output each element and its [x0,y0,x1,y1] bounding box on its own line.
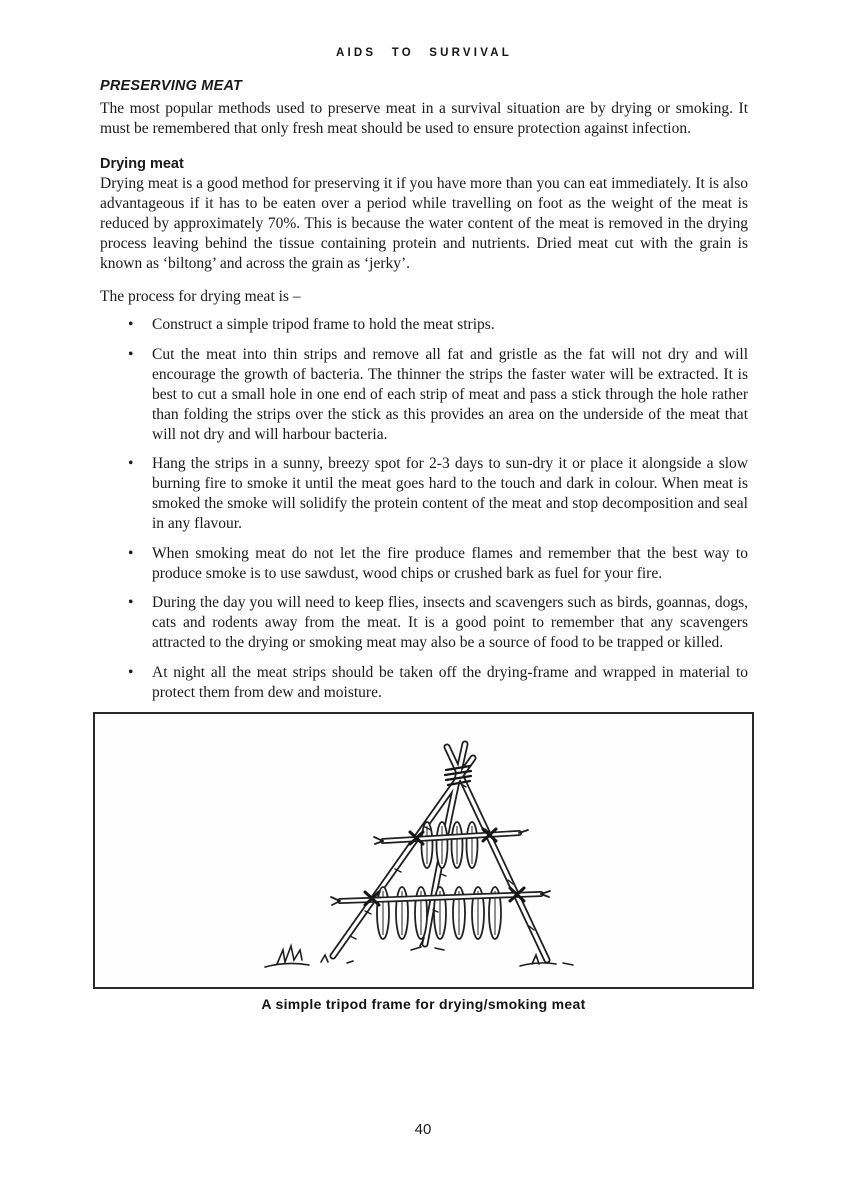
list-item-text: Hang the strips in a sunny, breezy spot for 2-3 days to sun-dry it or place it alongside a slow burning fire to smoke it until the meat goes hard to the touch and dark in colour. When meat is smoked the smoke will solidify the protein content of the meat and stop decomposition and seal in any flavour. [152,455,748,532]
running-header: AIDS TO SURVIVAL [336,47,512,59]
bullet-icon: • [128,544,134,562]
list-item-text: When smoking meat do not let the fire produce flames and remember that the best way to produce smoke is to use sawdust, wood chips or crushed bark as fuel for your fire. [152,544,748,582]
list-item-text: During the day you will need to keep flies, insects and scavengers such as birds, goannas, dogs, cats and rodents away from the meat. It is a good point to remember that any scavengers attracted to the drying or smoking meat may also be a source of food to be trapped or killed. [152,594,748,651]
drying-process-list [100,315,748,703]
figure-caption: A simple tripod frame for drying/smoking meat [261,996,586,1012]
list-item-text: Construct a simple tripod frame to hold the meat strips. [152,316,495,333]
document-page [100,0,748,1012]
bullet-icon: • [128,455,134,472]
list-item [100,663,748,703]
intro-paragraph: The most popular methods used to preserve meat in a survival situation are by drying or smoking. It must be remembered that only fresh meat should be used to ensure protection against infection. [100,100,748,137]
page-number: 40 [414,1121,432,1138]
bullet-icon: • [128,345,134,363]
process-intro: The process for drying meat is – [100,288,301,305]
list-item [100,345,748,445]
list-item-text: At night all the meat strips should be taken off the drying-frame and wrapped in material to protect them from dew and moisture. [152,663,748,701]
drying-paragraph: Drying meat is a good method for preserving it if you have more than you can eat immediately. It is also advantageous if it has to be eaten over a period while travelling on foot as the weight of the meat is reduced by approximately 70%. This is because the water content of the meat is removed in the drying process leaving behind the tissue containing protein and nutrients. Dried meat cut with the grain is known as ‘biltong’ and across the grain as ‘jerky’. [100,175,748,272]
tripod-frame-illustration [95,714,752,987]
subsection-title: Drying meat [100,156,184,172]
bullet-icon: • [128,316,134,333]
bullet-icon: • [128,663,134,681]
list-item [100,454,748,534]
figure-frame [93,712,754,989]
list-item [100,315,748,335]
section-title: PRESERVING MEAT [100,78,243,94]
list-item [100,593,748,653]
list-item-text: Cut the meat into thin strips and remove all fat and gristle as the fat will not dry and will encourage the growth of bacteria. The thinner the strips the faster water will be extracted. It is best to cut a small hole in one end of each strip of meat and pass a stick through the hole rather than folding the strips over the stick as this provides an area on the underside of the meat that will not dry and will harbour bacteria. [152,345,748,443]
list-item [100,544,748,584]
bullet-icon: • [128,594,134,611]
